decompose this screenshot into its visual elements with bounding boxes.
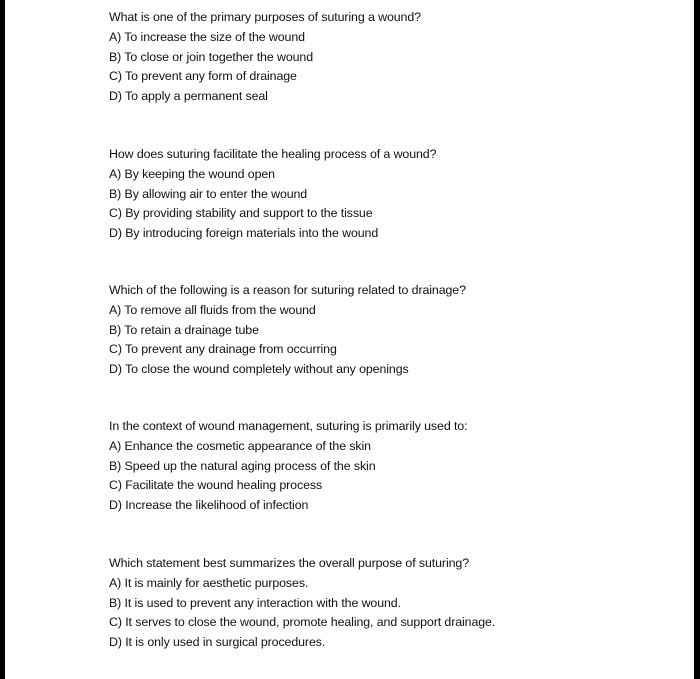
option-b: B) To retain a drainage tube [109, 322, 259, 337]
option-c: C) To prevent any form of drainage [109, 69, 297, 84]
option-c: C) It serves to close the wound, promote healing, and support drainage. [109, 615, 496, 630]
question-2 [109, 145, 669, 244]
option-d: D) By introducing foreign materials into the wound [109, 226, 379, 241]
option-b: B) It is used to prevent any interaction with the wound. [109, 595, 401, 610]
option-a: A) It is mainly for aesthetic purposes. [109, 575, 309, 590]
question-1 [109, 8, 669, 107]
option-d: D) To apply a permanent seal [109, 89, 268, 104]
option-b: B) By allowing air to enter the wound [109, 186, 308, 201]
option-c: C) Facilitate the wound healing process [109, 478, 323, 493]
question-3 [109, 281, 669, 380]
question-5 [109, 554, 669, 653]
option-b: B) To close or join together the wound [109, 49, 313, 64]
option-d: D) It is only used in surgical procedures. [109, 635, 326, 650]
option-c: C) To prevent any drainage from occurring [109, 342, 337, 357]
question-prompt: Which of the following is a reason for suturing related to drainage? [109, 283, 466, 297]
document-page [5, 0, 694, 679]
question-prompt: Which statement best summarizes the overall purpose of suturing? [109, 556, 469, 570]
question-prompt: In the context of wound management, suturing is primarily used to: [109, 419, 468, 433]
option-d: D) Increase the likelihood of infection [109, 498, 309, 513]
option-a: A) By keeping the wound open [109, 166, 275, 181]
question-4 [109, 417, 669, 516]
option-c: C) By providing stability and support to the tissue [109, 206, 373, 221]
option-a: A) To increase the size of the wound [109, 29, 305, 44]
question-prompt: How does suturing facilitate the healing process of a wound? [109, 147, 437, 161]
option-a: A) To remove all fluids from the wound [109, 302, 316, 317]
question-prompt: What is one of the primary purposes of suturing a wound? [109, 10, 421, 24]
option-d: D) To close the wound completely without any openings [109, 362, 409, 377]
option-a: A) Enhance the cosmetic appearance of the skin [109, 438, 371, 453]
option-b: B) Speed up the natural aging process of the skin [109, 458, 376, 473]
